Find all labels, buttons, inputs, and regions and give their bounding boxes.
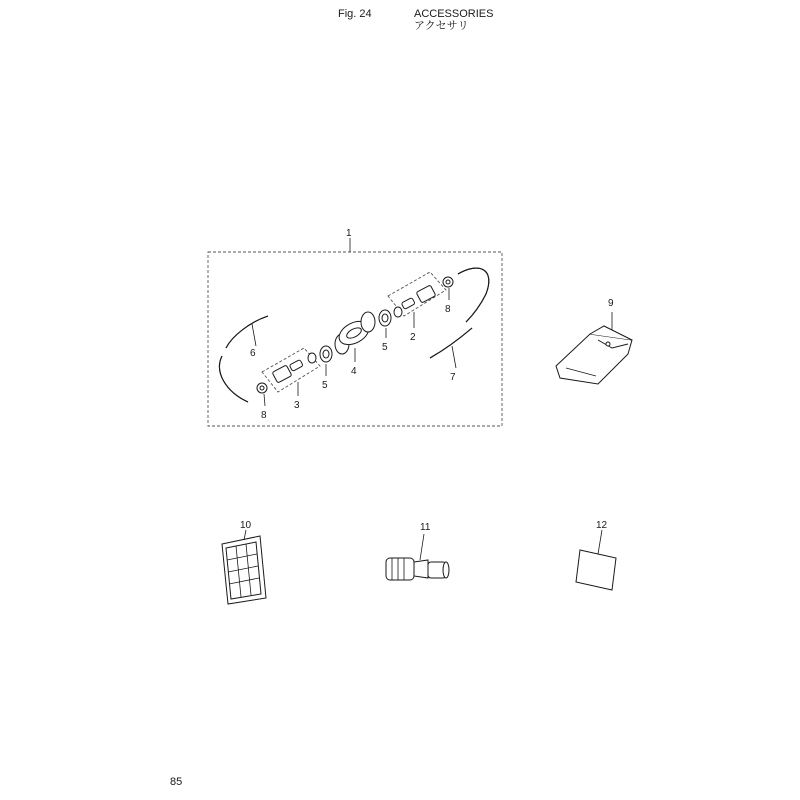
page-title-japanese: アクセサリ	[414, 20, 469, 32]
callout-7: 7	[450, 372, 456, 383]
callout-8a: 8	[261, 410, 267, 421]
tool-bag	[556, 326, 632, 384]
leader-6	[252, 324, 256, 346]
leader-11	[420, 534, 424, 560]
callout-3: 3	[294, 400, 300, 411]
callout-11: 11	[420, 522, 431, 533]
page-title: ACCESSORIES	[414, 8, 494, 20]
callout-1: 1	[346, 228, 352, 239]
connector-left	[272, 353, 316, 383]
leader-8a	[264, 394, 265, 406]
hose-clip-right	[443, 277, 453, 287]
callout-5a: 5	[322, 380, 328, 391]
callout-9: 9	[608, 298, 614, 309]
leader-12	[598, 530, 602, 554]
primer-bulb	[335, 312, 375, 354]
callout-10: 10	[240, 520, 252, 531]
hose-fitting	[386, 558, 449, 580]
callout-5b: 5	[382, 342, 388, 353]
seal-right	[379, 310, 391, 326]
callout-4: 4	[351, 366, 357, 377]
callout-6: 6	[250, 348, 256, 359]
info-card	[576, 550, 616, 590]
page-number: 85	[170, 776, 183, 788]
callout-8b: 8	[445, 304, 451, 315]
gasket-sheet	[222, 536, 266, 604]
figure-number: Fig. 24	[338, 8, 372, 20]
seal-left	[320, 346, 332, 362]
hose-clip-left	[257, 383, 267, 393]
callout-12: 12	[596, 520, 608, 531]
leader-7	[452, 346, 456, 368]
callout-2: 2	[410, 332, 416, 343]
connector-right	[394, 285, 436, 317]
